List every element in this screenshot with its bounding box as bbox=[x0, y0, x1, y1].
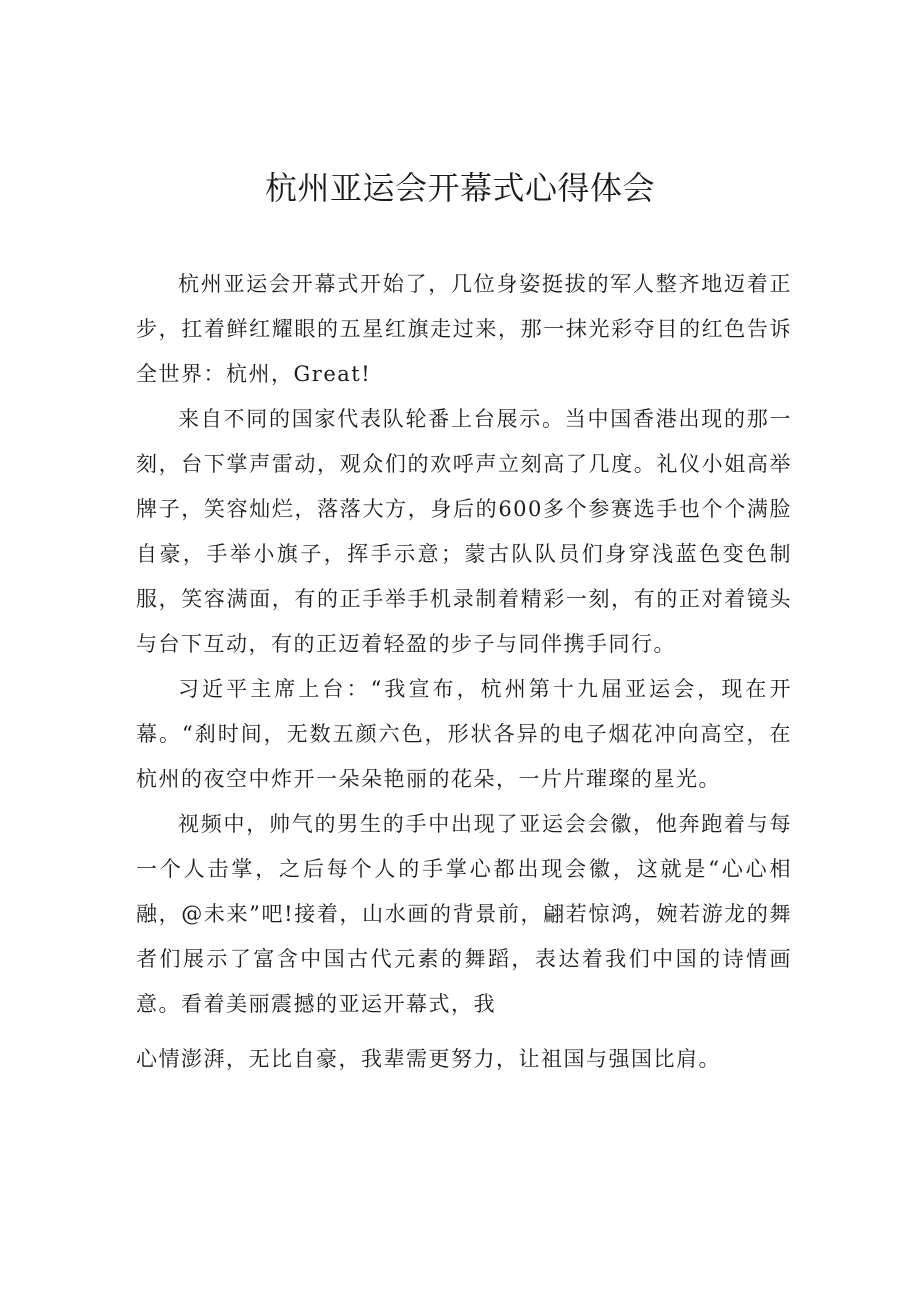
paragraph-closing-line: 心情澎湃，无比自豪，我辈需更努力，让祖国与强国比肩。 bbox=[136, 1047, 721, 1071]
paragraph-video: 视频中，帅气的男生的手中出现了亚运会会徽，他奔跑着与每一个人击掌，之后每个人的手掌心都出现会徽，这就是“心心相融，@未来”吧!接着，山水画的背景前，翩若惊鸿，婉若游龙的舞者们展示了富含中国古代元素的舞蹈，表达着我们中国的诗情画意。看着美丽震撼的亚运开幕式，我 bbox=[136, 812, 792, 1016]
paragraph-declaration: 习近平主席上台：“我宣布，杭州第十九届亚运会，现在开幕。“刹时间，无数五颜六色，形状各异的电子烟花冲向高空，在杭州的夜空中炸开一朵朵艳丽的花朵，一片片璀璨的星光。 bbox=[136, 677, 792, 791]
paragraph-opening: 杭州亚运会开幕式开始了，几位身姿挺拔的军人整齐地迈着正步，扛着鲜红耀眼的五星红旗走过来，那一抹光彩夺目的红色告诉全世界：杭州，Great! bbox=[136, 272, 792, 386]
document-title: 杭州亚运会开幕式心得体会 bbox=[264, 169, 655, 207]
paragraph-delegations: 来自不同的国家代表队轮番上台展示。当中国香港出现的那一刻，台下掌声雷动，观众们的欢呼声立刻高了几度。礼仪小姐高举牌子，笑容灿烂，落落大方，身后的600多个参赛选手也个个满脸自豪，手举小旗子，挥手示意；蒙古队队员们身穿浅蓝色变色制服，笑容满面，有的正手举手机录制着精彩一刻，有的正对着镜头与台下互动，有的正迈着轻盈的步子与同伴携手同行。 bbox=[136, 407, 792, 656]
document-body bbox=[136, 262, 792, 1082]
